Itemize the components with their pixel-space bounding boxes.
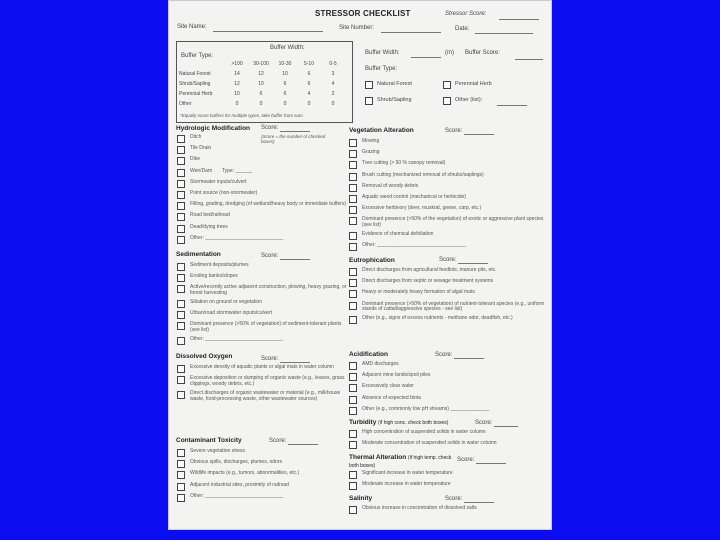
cell: 6 — [283, 81, 287, 88]
list-item[interactable] — [177, 391, 349, 403]
buffer-width-right-label: Buffer Width: — [365, 50, 400, 56]
buffer-score-label: Buffer Score: — [465, 50, 500, 56]
item-label: Point source (non-stormwater) — [190, 189, 258, 196]
turbidity-subtitle: (if high conc. check both boxes) — [378, 420, 449, 426]
item-label: Urban/road stormwater inputs/culvert — [190, 310, 272, 317]
item-label: Removal of woody debris — [362, 182, 419, 189]
checkbox[interactable] — [349, 482, 357, 490]
cell: 6 — [307, 71, 311, 78]
turbidity-score-field[interactable] — [494, 422, 518, 427]
checkbox[interactable] — [365, 81, 373, 89]
checkbox[interactable] — [177, 494, 185, 502]
type-label: Type: — [221, 167, 235, 174]
eutrophication-list — [349, 268, 545, 327]
turbidity-score: Score: — [475, 420, 518, 427]
thermal-score-field[interactable] — [476, 459, 506, 464]
list-item[interactable] — [349, 195, 545, 203]
item-label: Aquatic weed control (mechanical or herbicide) — [362, 193, 466, 200]
thermal-title-text: Thermal Alteration — [349, 454, 407, 461]
row-label: Shrub/Sapling — [179, 81, 211, 88]
other-buffer-field[interactable] — [497, 105, 527, 106]
date-label: Date: — [455, 26, 470, 32]
checkbox[interactable] — [349, 441, 357, 449]
buffer-row — [179, 100, 345, 110]
checkbox[interactable] — [177, 263, 185, 271]
checkbox[interactable] — [349, 430, 357, 438]
checkbox[interactable] — [349, 206, 357, 214]
item-label: Adjacent industrial sites, proximity of railroad — [190, 481, 289, 488]
col-header: >100 — [231, 61, 243, 68]
list-item[interactable] — [349, 362, 545, 370]
checkbox[interactable] — [349, 290, 357, 298]
item-label: Dead/dying trees — [190, 223, 228, 230]
list-item[interactable]: Weir/Dam Type: ______ — [177, 169, 349, 177]
buffer-row — [179, 70, 345, 80]
buffer-note: *Equally score buffers for multiple types, take buffer from sum — [180, 113, 303, 118]
hydrologic-score-field[interactable] — [280, 127, 310, 132]
buffer-type-label: Buffer Type: — [181, 53, 214, 59]
item-label: Excessive density of aquatic plants or algal mats in water column — [190, 364, 334, 370]
list-item[interactable] — [177, 135, 349, 143]
checkbox[interactable] — [349, 302, 357, 310]
checkbox[interactable] — [177, 460, 185, 468]
item-label: Excessive herbivory (deer, muskrat, geese, carp, etc.) — [362, 205, 482, 212]
col-header: 5-10 — [303, 61, 314, 68]
buffer-row — [179, 80, 345, 90]
item-label: Absence of expected biota — [362, 394, 421, 401]
buffer-table — [176, 41, 353, 123]
item-label: Other: — [190, 492, 204, 499]
checkbox[interactable] — [177, 376, 185, 384]
eutrophication-title: Eutrophication — [349, 257, 395, 264]
turbidity-list — [349, 430, 545, 452]
checkbox[interactable] — [177, 135, 185, 143]
cell: 0 — [307, 101, 311, 108]
list-item[interactable] — [349, 217, 545, 229]
item-label: Ditch — [190, 134, 202, 140]
cell: 10 — [282, 71, 288, 78]
checkbox[interactable] — [349, 195, 357, 203]
list-item[interactable]: Other: ________________________________ — [349, 243, 545, 251]
checkbox[interactable] — [177, 471, 185, 479]
checkbox[interactable] — [349, 150, 357, 158]
item-label: Direct discharges from agricultural feedlots, manure pits, etc. — [362, 267, 497, 273]
checkbox[interactable] — [349, 471, 357, 479]
page-title: STRESSOR CHECKLIST — [315, 9, 411, 18]
item-label: Active/recently active adjacent construction, plowing, heavy grazing, or forest harvesting — [190, 284, 347, 297]
list-item[interactable] — [349, 302, 545, 314]
checkbox[interactable] — [177, 191, 185, 199]
checkbox[interactable] — [443, 97, 451, 105]
buffer-row — [179, 90, 345, 100]
cell: 12 — [258, 71, 264, 78]
checkbox[interactable] — [177, 365, 185, 373]
option-label: Perennial Herb — [455, 81, 492, 87]
checkbox[interactable] — [177, 169, 185, 177]
buffer-width-field[interactable] — [411, 57, 441, 58]
list-item[interactable] — [349, 384, 545, 392]
buffer-type-right-label: Buffer Type: — [365, 66, 398, 72]
checkbox[interactable] — [349, 373, 357, 381]
thermal-score: Score: — [457, 457, 506, 464]
item-label: Dominant presence (>50% of vegetation) of sediment-tolerant plants (see list) — [190, 321, 342, 334]
site-name-label: Site Name: — [177, 24, 207, 30]
cell: 10 — [258, 81, 264, 88]
acidification-title: Acidification — [349, 351, 389, 358]
option-other[interactable] — [443, 97, 482, 103]
acidification-score-field[interactable] — [454, 354, 484, 359]
list-item[interactable] — [177, 285, 349, 297]
checkbox[interactable] — [177, 300, 185, 308]
item-label: Other: — [190, 336, 204, 343]
option-shrub-sapling[interactable] — [365, 97, 412, 103]
salinity-title: Salinity — [349, 495, 373, 502]
option-perennial-herb[interactable] — [443, 81, 492, 87]
sedimentation-score-field[interactable] — [280, 255, 310, 260]
option-label: Shrub/Sapling — [377, 97, 412, 103]
list-item[interactable] — [349, 430, 545, 438]
item-label: Direct discharges of organic wastewater or material (e.g., milkhouse waste, food-processing waste, other wastewater sources) — [190, 389, 341, 402]
item-label: Tree cutting (> 50 % canopy removal) — [362, 160, 446, 167]
item-label: Weir/Dam — [190, 167, 213, 174]
list-item[interactable] — [177, 483, 349, 491]
vegetation-list — [349, 139, 545, 254]
dissolved-oxygen-score: Score: — [261, 356, 310, 363]
cell: 6 — [259, 91, 263, 98]
item-label: Other: — [362, 242, 376, 249]
checkbox[interactable] — [177, 225, 185, 233]
row-label: Natural Forest — [179, 71, 211, 78]
cell: 12 — [234, 81, 240, 88]
item-label: Adjacent mine lands/spoil piles — [362, 372, 431, 379]
checkbox[interactable] — [349, 362, 357, 370]
checkbox[interactable] — [177, 157, 185, 165]
site-name-field[interactable] — [213, 31, 323, 32]
item-label: Moderate increase in water temperature — [362, 481, 451, 488]
dissolved-oxygen-list — [177, 365, 349, 406]
list-item[interactable] — [177, 311, 349, 319]
list-item[interactable] — [349, 396, 545, 404]
checkbox[interactable] — [177, 146, 185, 154]
checklist-page — [168, 0, 552, 530]
sedimentation-list — [177, 263, 349, 348]
salinity-score-field[interactable] — [464, 498, 494, 503]
contaminant-score-field[interactable] — [288, 440, 318, 445]
col-header: 0-5 — [329, 61, 337, 68]
turbidity-title-text: Turbidity — [349, 419, 377, 426]
cell: 0 — [283, 101, 287, 108]
stressor-score-field[interactable] — [499, 19, 539, 20]
checkbox[interactable] — [349, 243, 357, 251]
row-label: Perennial Herb — [179, 91, 213, 98]
date-field[interactable] — [475, 33, 533, 34]
buffer-unit: (m) — [445, 50, 454, 56]
buffer-score-field[interactable] — [515, 59, 543, 60]
contaminant-list — [177, 449, 349, 505]
checkbox[interactable] — [177, 202, 185, 210]
item-label: Other (e.g., commonly low pH streams) — [362, 405, 449, 412]
vegetation-score-field[interactable] — [464, 130, 494, 135]
item-label: Severe vegetation stress — [190, 448, 246, 454]
item-label: AMD discharges — [362, 361, 399, 367]
cell: 0 — [235, 101, 239, 108]
item-label: Excessive deposition or dumping of organic waste (e.g., leaves, grass clippings, woody debris, etc.) — [190, 375, 345, 387]
item-label: Evidence of chemical defoliation — [362, 231, 434, 237]
list-item[interactable] — [349, 150, 545, 158]
item-label: Filling, grading, dredging (of wetland/heavy body or immediate buffers) — [190, 201, 347, 208]
checkbox[interactable] — [177, 322, 185, 330]
item-label: Heavy or moderately heavy formation of algal mats — [362, 289, 475, 296]
list-item[interactable] — [349, 471, 545, 479]
checkbox[interactable] — [349, 232, 357, 240]
dissolved-oxygen-score-field[interactable] — [280, 358, 310, 363]
buffer-score-grid — [179, 60, 345, 110]
list-item[interactable] — [349, 506, 545, 514]
cell: 0 — [259, 101, 263, 108]
option-label: Natural Forest — [377, 81, 412, 87]
checkbox[interactable] — [177, 449, 185, 457]
item-label: Tile Drain — [190, 145, 212, 152]
thermal-title — [349, 454, 459, 470]
item-label: Significant increase in water temperature — [362, 470, 453, 476]
cell: 4 — [307, 91, 311, 98]
checkbox[interactable] — [349, 184, 357, 192]
list-item[interactable] — [349, 232, 545, 240]
hydrologic-list — [177, 135, 349, 247]
list-item[interactable] — [349, 316, 545, 324]
checkbox[interactable] — [177, 483, 185, 491]
row-label: Other — [179, 101, 192, 108]
checkbox[interactable] — [349, 161, 357, 169]
list-item[interactable] — [349, 173, 545, 181]
item-label: Stormwater inputs/culvert — [190, 178, 247, 185]
list-item[interactable] — [349, 139, 545, 147]
dissolved-oxygen-title: Dissolved Oxygen — [176, 353, 233, 360]
option-label: Other (list): — [455, 97, 483, 103]
vegetation-score: Score: — [445, 128, 494, 135]
item-label: Moderate concentration of suspended solids in water column — [362, 440, 497, 447]
list-item[interactable] — [177, 146, 349, 154]
checkbox[interactable] — [177, 391, 185, 399]
item-label: Obvious increase in concentration of dissolved salts — [362, 505, 477, 511]
item-label: Sediment deposits/plumes — [190, 262, 249, 268]
salinity-list — [349, 506, 545, 517]
item-label: Dominant presence (>50% of the vegetation) of exotic or aggressive plant species (see list) — [362, 216, 544, 229]
list-item[interactable] — [349, 482, 545, 490]
list-item[interactable] — [177, 263, 349, 271]
contaminant-title: Contaminant Toxicity — [176, 437, 242, 444]
eutrophication-score: Score: — [439, 257, 488, 264]
score-note: (Score = the number of checked boxes) — [261, 134, 326, 145]
checkbox[interactable] — [349, 384, 357, 392]
list-item[interactable] — [177, 225, 349, 233]
sedimentation-title: Sedimentation — [176, 251, 221, 258]
checkbox[interactable] — [349, 268, 357, 276]
cell: 14 — [234, 71, 240, 78]
salinity-score: Score: — [445, 496, 494, 503]
acidification-score: Score: — [435, 352, 484, 359]
list-item[interactable] — [349, 206, 545, 214]
list-item[interactable] — [177, 213, 349, 221]
buffer-header-row — [179, 60, 345, 70]
checkbox[interactable] — [365, 97, 373, 105]
list-item[interactable]: Other: ____________________________ — [177, 337, 349, 345]
item-label: Dominant presence (>50% of vegetation) of nutrient-tolerant species (e.g., uniform stands of cattail/aggressive species - see list) — [362, 300, 545, 313]
list-item[interactable] — [349, 279, 545, 287]
sedimentation-score: Score: — [261, 253, 310, 260]
list-item[interactable] — [177, 157, 349, 165]
contaminant-score: Score: — [269, 438, 318, 445]
checkbox[interactable] — [349, 316, 357, 324]
hydrologic-title: Hydrologic Modification — [176, 125, 251, 132]
list-item[interactable] — [177, 202, 349, 210]
list-item[interactable] — [177, 471, 349, 479]
list-item[interactable] — [177, 300, 349, 308]
checkbox[interactable] — [349, 396, 357, 404]
checkbox[interactable] — [349, 279, 357, 287]
thermal-subtitle: (if high temp. check both boxes) — [349, 455, 452, 469]
cell: 2 — [331, 91, 335, 98]
cell: 4 — [331, 81, 335, 88]
item-label: Mowing — [362, 138, 380, 144]
col-header: 10-30 — [278, 61, 292, 68]
cell: 0 — [331, 101, 335, 108]
checkbox[interactable] — [177, 285, 185, 293]
item-label: High concentration of suspended solids in water column — [362, 429, 486, 435]
item-label: Other: — [190, 234, 204, 241]
checkbox[interactable] — [349, 407, 357, 415]
cell: 3 — [331, 71, 335, 78]
checkbox[interactable] — [349, 217, 357, 225]
option-natural-forest[interactable] — [365, 81, 412, 87]
list-item[interactable] — [177, 365, 349, 373]
list-item[interactable] — [349, 373, 545, 381]
item-label: Obvious spills, discharges, plumes, odors — [190, 459, 282, 466]
acidification-list — [349, 362, 545, 418]
list-item[interactable] — [349, 290, 545, 298]
checkbox[interactable] — [349, 173, 357, 181]
list-item[interactable] — [349, 184, 545, 192]
checkbox[interactable] — [177, 274, 185, 282]
site-number-label: Site Number: — [339, 25, 375, 31]
list-item[interactable] — [349, 161, 545, 169]
item-label: Eroding banks/slopes — [190, 273, 238, 280]
cell: 10 — [234, 91, 240, 98]
checkbox[interactable] — [177, 180, 185, 188]
item-label: Direct discharges from septic or sewage treatment systems — [362, 278, 494, 285]
list-item[interactable] — [177, 180, 349, 188]
item-label: Road bed/railroad — [190, 212, 230, 219]
list-item[interactable] — [177, 191, 349, 199]
checkbox[interactable] — [349, 139, 357, 147]
site-number-field[interactable] — [381, 32, 441, 33]
list-item[interactable] — [349, 268, 545, 276]
checkbox[interactable] — [177, 311, 185, 319]
checkbox[interactable] — [177, 337, 185, 345]
col-header: 30-100 — [253, 61, 269, 68]
vegetation-title: Vegetation Alteration — [349, 127, 414, 134]
list-item[interactable]: Other: ____________________________ — [177, 236, 349, 244]
list-item[interactable]: Other (e.g., commonly low pH streams) ______________ — [349, 407, 545, 415]
list-item[interactable] — [177, 460, 349, 468]
checkbox[interactable] — [349, 506, 357, 514]
item-label: Excessively clear water — [362, 383, 414, 390]
list-item[interactable] — [349, 441, 545, 449]
stressor-score-label: Stressor Score: — [445, 11, 487, 17]
cell: 6 — [283, 91, 287, 98]
checkbox[interactable] — [177, 213, 185, 221]
hydrologic-score: Score: — [261, 125, 310, 132]
list-item[interactable] — [177, 449, 349, 457]
item-label: Other (e.g., signs of excess nutrients - methane odor, deadfish, etc.) — [362, 315, 513, 322]
item-label: Brush cutting (mechanized removal of shrubs/saplings) — [362, 171, 484, 178]
thermal-list — [349, 471, 545, 493]
item-label: Siltation on ground or vegetation — [190, 299, 262, 306]
item-label: Grazing — [362, 149, 380, 156]
list-item[interactable] — [177, 376, 349, 388]
item-label: Dike — [190, 156, 201, 163]
turbidity-title — [349, 419, 448, 427]
item-label: Wildlife impacts (e.g., tumors, abnormalities, etc.) — [190, 470, 300, 477]
list-item[interactable]: Other: ____________________________ — [177, 494, 349, 502]
eutrophication-score-field[interactable] — [458, 259, 488, 264]
checkbox[interactable] — [443, 81, 451, 89]
list-item[interactable] — [177, 274, 349, 282]
cell: 6 — [307, 81, 311, 88]
buffer-width-label: Buffer Width: — [270, 45, 305, 51]
list-item[interactable] — [177, 322, 349, 334]
checkbox[interactable] — [177, 236, 185, 244]
